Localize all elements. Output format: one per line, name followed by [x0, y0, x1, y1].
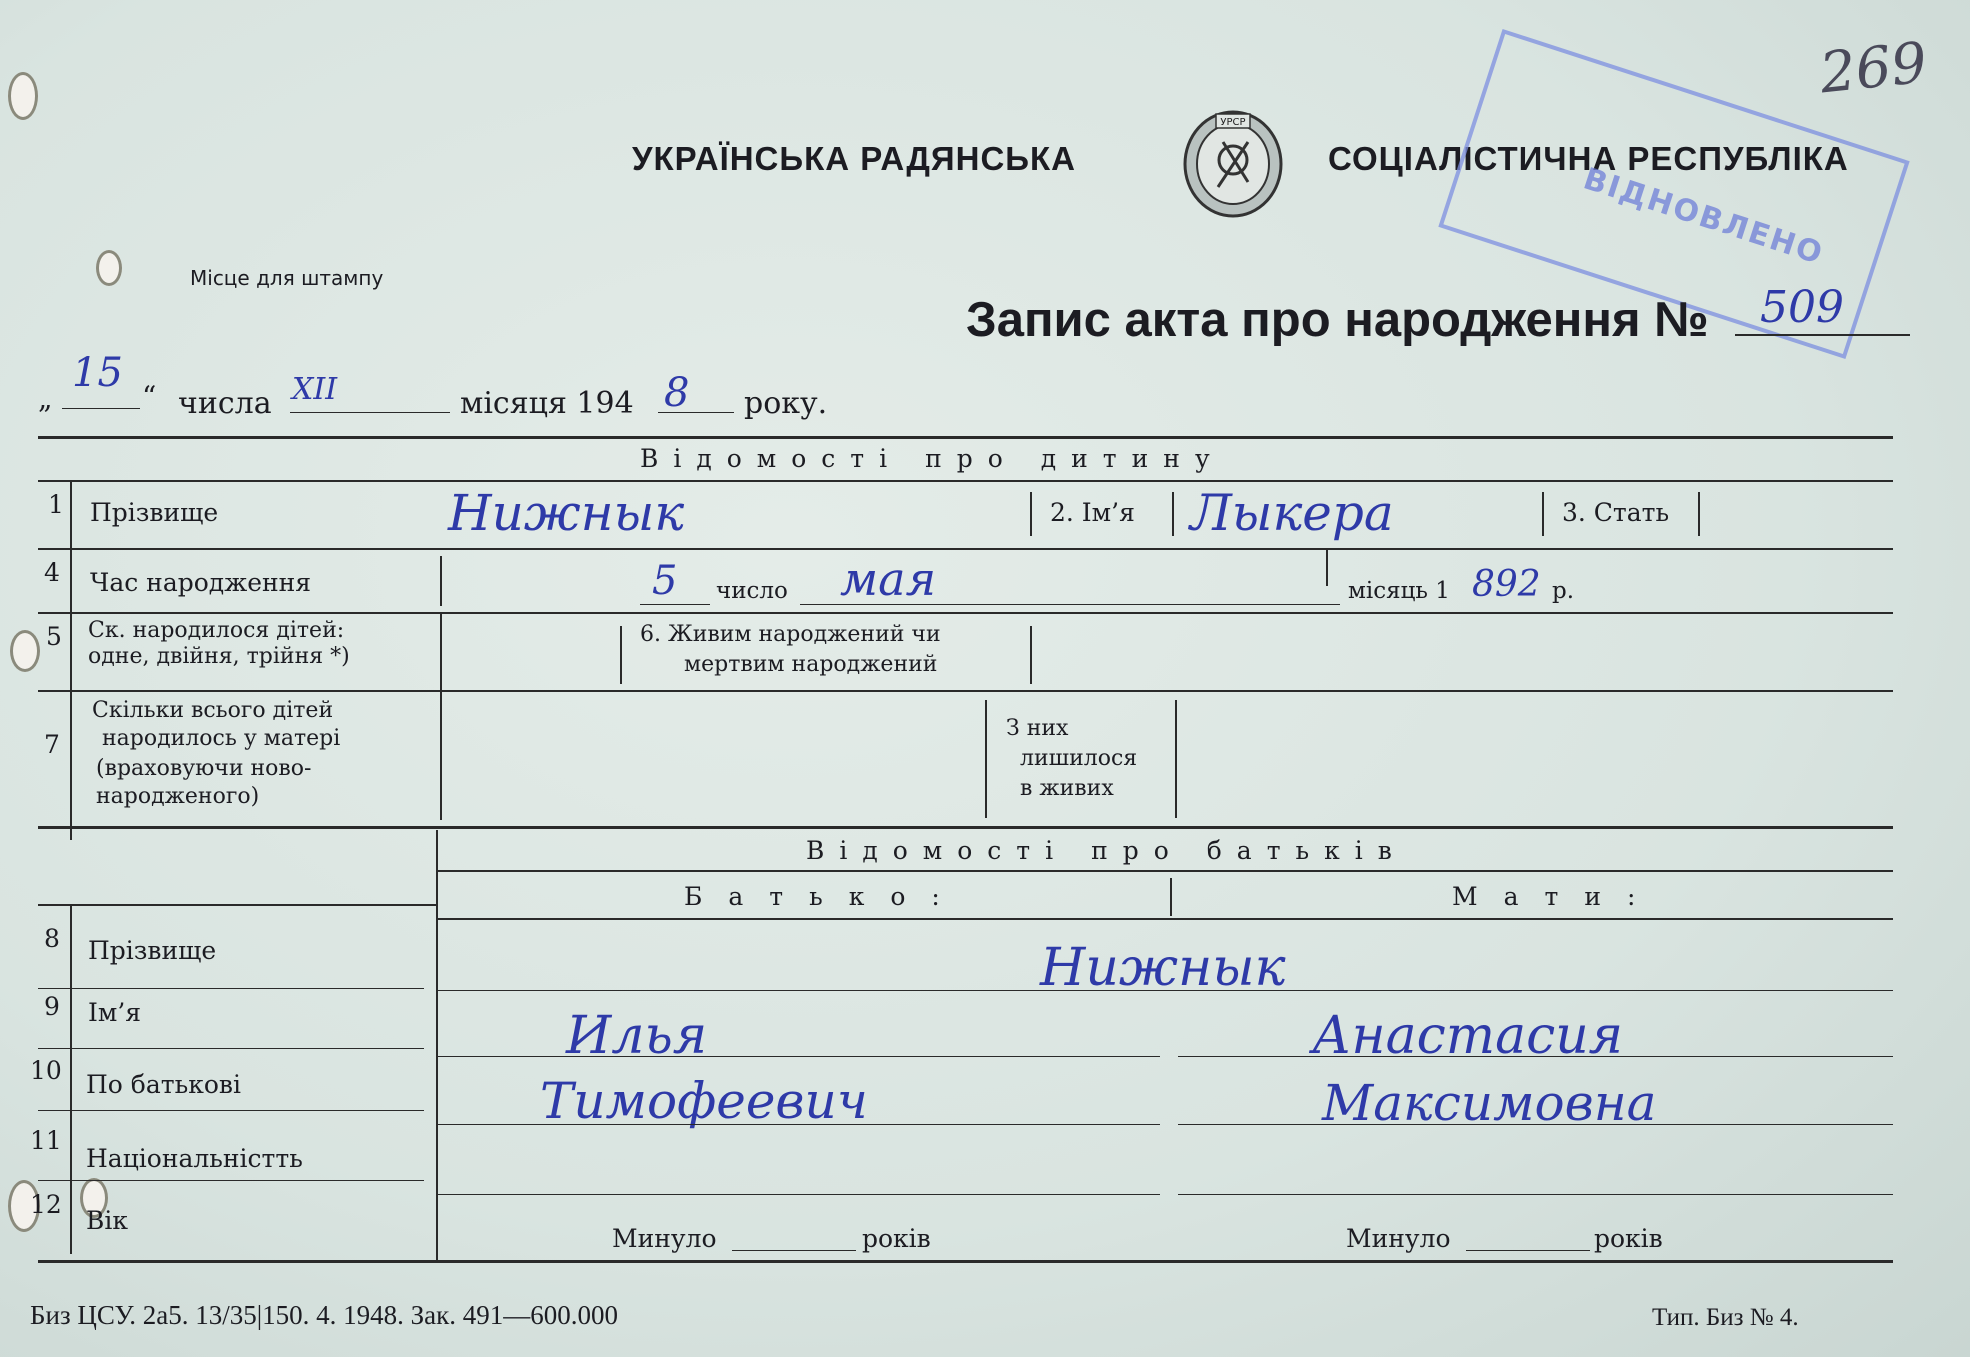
row-number-1: 1: [48, 490, 64, 519]
rule: [38, 690, 1893, 692]
surname-label: Прізвище: [90, 498, 219, 527]
rule: [436, 918, 1893, 920]
child-name: Лыкера: [1190, 484, 1394, 542]
rule: [38, 1110, 424, 1111]
punch-hole: [96, 250, 122, 286]
mother-age-after: років: [1594, 1224, 1663, 1253]
rule: [38, 988, 424, 989]
record-month: XII: [292, 372, 338, 407]
rule: [436, 1056, 1160, 1057]
alive-of-line3: в живих: [1020, 776, 1114, 801]
child-count-label-line2: одне, двійня, трійня *): [88, 644, 350, 669]
rule: [38, 480, 1893, 482]
punch-hole: [10, 630, 40, 672]
rule: [38, 904, 436, 906]
nationality-label: Національністть: [86, 1144, 303, 1173]
day-label: числа: [178, 386, 272, 421]
child-name-label: 2. Ім’я: [1050, 498, 1135, 527]
parents-surname-label: Прізвище: [88, 936, 217, 965]
rule: [38, 826, 1893, 829]
birth-year: 892: [1472, 564, 1541, 605]
rule: [985, 700, 987, 818]
row-number-8: 8: [44, 924, 60, 953]
parents-surname: Нижнык: [1040, 938, 1286, 998]
year-label: року.: [744, 386, 828, 421]
child-count-label-line1: Ск. народилося дітей:: [88, 618, 345, 643]
alive-of-line2: лишилося: [1020, 746, 1138, 771]
total-children-line4: народженого): [96, 784, 260, 809]
rule: [1698, 492, 1700, 536]
rule: [436, 1124, 1160, 1125]
rule: [640, 604, 710, 605]
rule: [1175, 700, 1177, 818]
rule: [38, 1260, 1893, 1263]
month-label: місяця 194: [460, 386, 634, 421]
stamp-place-label: Місце для штампу: [190, 266, 384, 290]
rule: [1030, 626, 1032, 684]
rule: [1178, 1194, 1893, 1195]
rule: [1178, 1124, 1893, 1125]
record-year-digit: 8: [664, 370, 690, 416]
mother-name: Анастасия: [1312, 1006, 1624, 1066]
row-number-7: 7: [44, 730, 60, 759]
row-number-12: 12: [30, 1190, 62, 1219]
rule: [1466, 1250, 1590, 1251]
date-quote-close: “: [142, 380, 157, 413]
rule: [620, 626, 622, 684]
parents-name-label: Ім’я: [88, 998, 142, 1027]
birth-month: мая: [840, 552, 937, 606]
child-section-heading: Відомості про дитину: [640, 444, 1225, 473]
rule: [436, 990, 1893, 991]
date-quote-open: „: [38, 382, 53, 415]
rule: [1178, 1056, 1893, 1057]
punch-hole: [8, 72, 38, 120]
rule: [38, 436, 1893, 439]
rule: [436, 870, 1893, 872]
total-children-line3: (враховуючи ново-: [96, 756, 312, 781]
rule: [732, 1250, 856, 1251]
date-day-line: [62, 408, 140, 409]
header-left: УКРАЇНСЬКА РАДЯНСЬКА: [632, 140, 1076, 177]
parents-section-heading: Відомості про батьків: [806, 836, 1407, 865]
year-suffix: р.: [1552, 578, 1575, 604]
rule: [38, 1048, 424, 1049]
row-number-5: 5: [46, 622, 62, 651]
coat-of-arms-emblem: [1178, 102, 1288, 222]
father-patronymic: Тимофеевич: [540, 1072, 868, 1130]
rule: [440, 556, 442, 606]
record-number: 509: [1760, 282, 1844, 333]
alive-label-line2: мертвим народжений: [684, 652, 938, 677]
rule: [1542, 492, 1544, 536]
row-number-4: 4: [44, 558, 60, 587]
footer-print-info: Биз ЦСУ. 2а5. 13/35|150. 4. 1948. Зак. 491—600.000: [30, 1300, 619, 1330]
archive-number: 269: [1816, 30, 1930, 107]
rule: [38, 612, 1893, 614]
rule: [70, 480, 72, 840]
restored-stamp-text: ВІДНОВЛЕНО: [1579, 161, 1828, 273]
month-word: місяць 1: [1348, 578, 1450, 604]
rule: [440, 612, 442, 690]
rule: [440, 690, 442, 820]
child-surname: Нижнык: [448, 484, 685, 542]
rule: [1030, 492, 1032, 536]
rule: [38, 1180, 424, 1181]
svg-text:УРСР: УРСР: [1220, 117, 1246, 128]
record-day: 15: [72, 350, 123, 396]
header-right: СОЦІАЛІСТИЧНА РЕСПУБЛІКА: [1328, 140, 1849, 177]
sex-label: 3. Стать: [1562, 498, 1670, 527]
age-label: Вік: [86, 1206, 128, 1235]
father-age-after: років: [862, 1224, 931, 1253]
father-age-before: Минуло: [612, 1224, 717, 1253]
total-children-line1: Скільки всього дітей: [92, 698, 334, 723]
rule: [1326, 550, 1328, 586]
date-month-line: [290, 412, 450, 413]
alive-of-line1: З них: [1006, 716, 1069, 741]
mother-heading: Мати:: [1452, 882, 1662, 911]
rule: [38, 548, 1893, 550]
father-name: Илья: [566, 1006, 708, 1066]
father-heading: Батько:: [684, 882, 966, 911]
rule: [70, 904, 72, 1254]
rule: [1170, 878, 1172, 916]
mother-age-before: Минуло: [1346, 1224, 1451, 1253]
rule: [1172, 492, 1174, 536]
document-title: Запис акта про народження №: [966, 293, 1709, 347]
rule: [436, 1194, 1160, 1195]
mother-patronymic: Максимовна: [1322, 1074, 1657, 1132]
alive-label-line1: 6. Живим народжений чи: [640, 622, 941, 647]
day-word: число: [716, 578, 788, 604]
row-number-10: 10: [30, 1056, 62, 1085]
row-number-9: 9: [44, 992, 60, 1021]
birth-day: 5: [652, 558, 678, 604]
footer-typography: Тип. Биз № 4.: [1652, 1304, 1799, 1331]
title-number-line: [1735, 334, 1910, 336]
row-number-11: 11: [30, 1126, 62, 1155]
patronymic-label: По батькові: [86, 1070, 241, 1099]
birth-time-label: Час народження: [90, 568, 312, 597]
total-children-line2: народилось у матері: [102, 726, 341, 751]
rule: [436, 830, 438, 1262]
